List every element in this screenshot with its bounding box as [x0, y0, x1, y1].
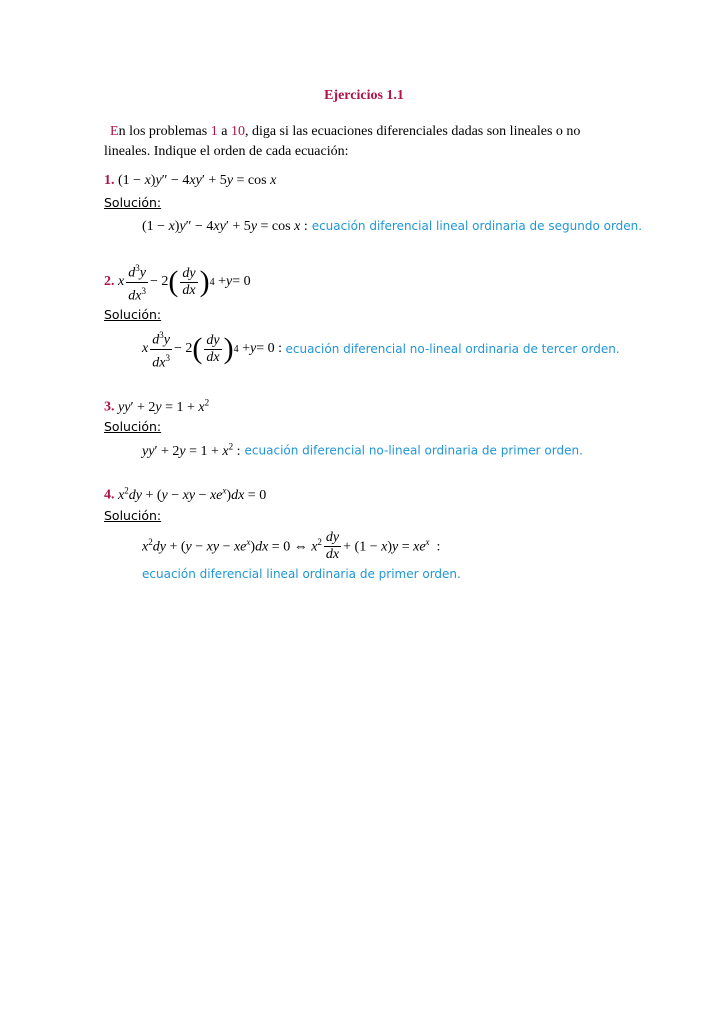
solution-4-answer — [142, 565, 461, 583]
intro-range-end: 10 — [230, 124, 245, 139]
answer-text: ecuación diferencial lineal ordinaria de segundo orden. — [311, 219, 643, 233]
equation: $yy' + 2y = 1 + x^2$ — [118, 397, 210, 415]
page-title: Ejercicios 1.1 — [324, 88, 404, 103]
problem-number: 3 — [104, 399, 111, 415]
equation: (1 − x)y″ − 4xy′ + 5y = cos x — [118, 173, 277, 188]
intro-text-c: , diga si las ecuaciones diferenciales dadas son lineales o no — [244, 124, 581, 139]
solution-label: Solución: — [104, 195, 162, 210]
answer-text: ecuación diferencial no-lineal ordinaria de primer orden. — [244, 443, 583, 458]
solution-4: $x^2dy + (y$ − xy − $xe^x)dx = 0$ ⇔ $x^2$ $\frac{dy}{dx}$ + $(1 - x)y = xe^x$ : — [142, 530, 441, 562]
answer-text: ecuación diferencial no-lineal ordinaria de tercer orden. — [285, 342, 620, 357]
solution-label: Solución: — [104, 508, 162, 523]
equation: $x^2dy + (y$ − xy − $xe^x)dx = 0$ ⇔ $x^2$ — [142, 537, 322, 555]
problem-number: 2 — [104, 274, 111, 290]
solution-1 — [142, 217, 642, 235]
intro-line-2: lineales. Indique el orden de cada ecuación: — [104, 144, 349, 159]
problem-1: 1. (1 − x)y″ − 4xy′ + 5y = cos x — [104, 173, 277, 188]
intro-text-b: a — [217, 124, 231, 139]
problem-number: 1 — [104, 173, 111, 188]
problem-2: 2 . x $\frac{d^3y}{dx^3}$ − 2 ( $\frac{dy}{dx}$ ) 4 + y = 0 — [104, 260, 251, 304]
solution-label: Solución: — [104, 419, 162, 434]
problem-4: 4. $x^2dy + (y$ − xy − $xe^x)dx = 0$ — [104, 485, 267, 503]
intro-first-letter: E — [110, 124, 119, 139]
intro-paragraph — [104, 122, 624, 162]
equation: (1 − x)y″ − 4xy′ + 5y = cos x : — [142, 219, 308, 234]
solution-label: Solución: — [104, 307, 162, 322]
intro-text-a: n los problemas — [118, 124, 211, 139]
solution-3 — [142, 441, 583, 460]
problem-3: 3. $yy' + 2y = 1 + x^2$ — [104, 397, 210, 415]
solution-2: x $\frac{d^3y}{dx^3}$ − 2 ( $\frac{dy}{dx}$ ) 4 + y = 0 : ecuación diferencial no-lineal ordinaria de tercer orden. — [142, 327, 620, 371]
equation: $x^2dy + (y$ − xy − $xe^x)dx = 0$ — [118, 485, 267, 503]
equation: $yy' + 2y = 1 + x^2$ : — [142, 441, 241, 459]
intro-range-start: 1 — [210, 124, 218, 139]
answer-text: ecuación diferencial lineal ordinaria de primer orden. — [142, 567, 461, 581]
problem-number: 4 — [104, 487, 111, 503]
